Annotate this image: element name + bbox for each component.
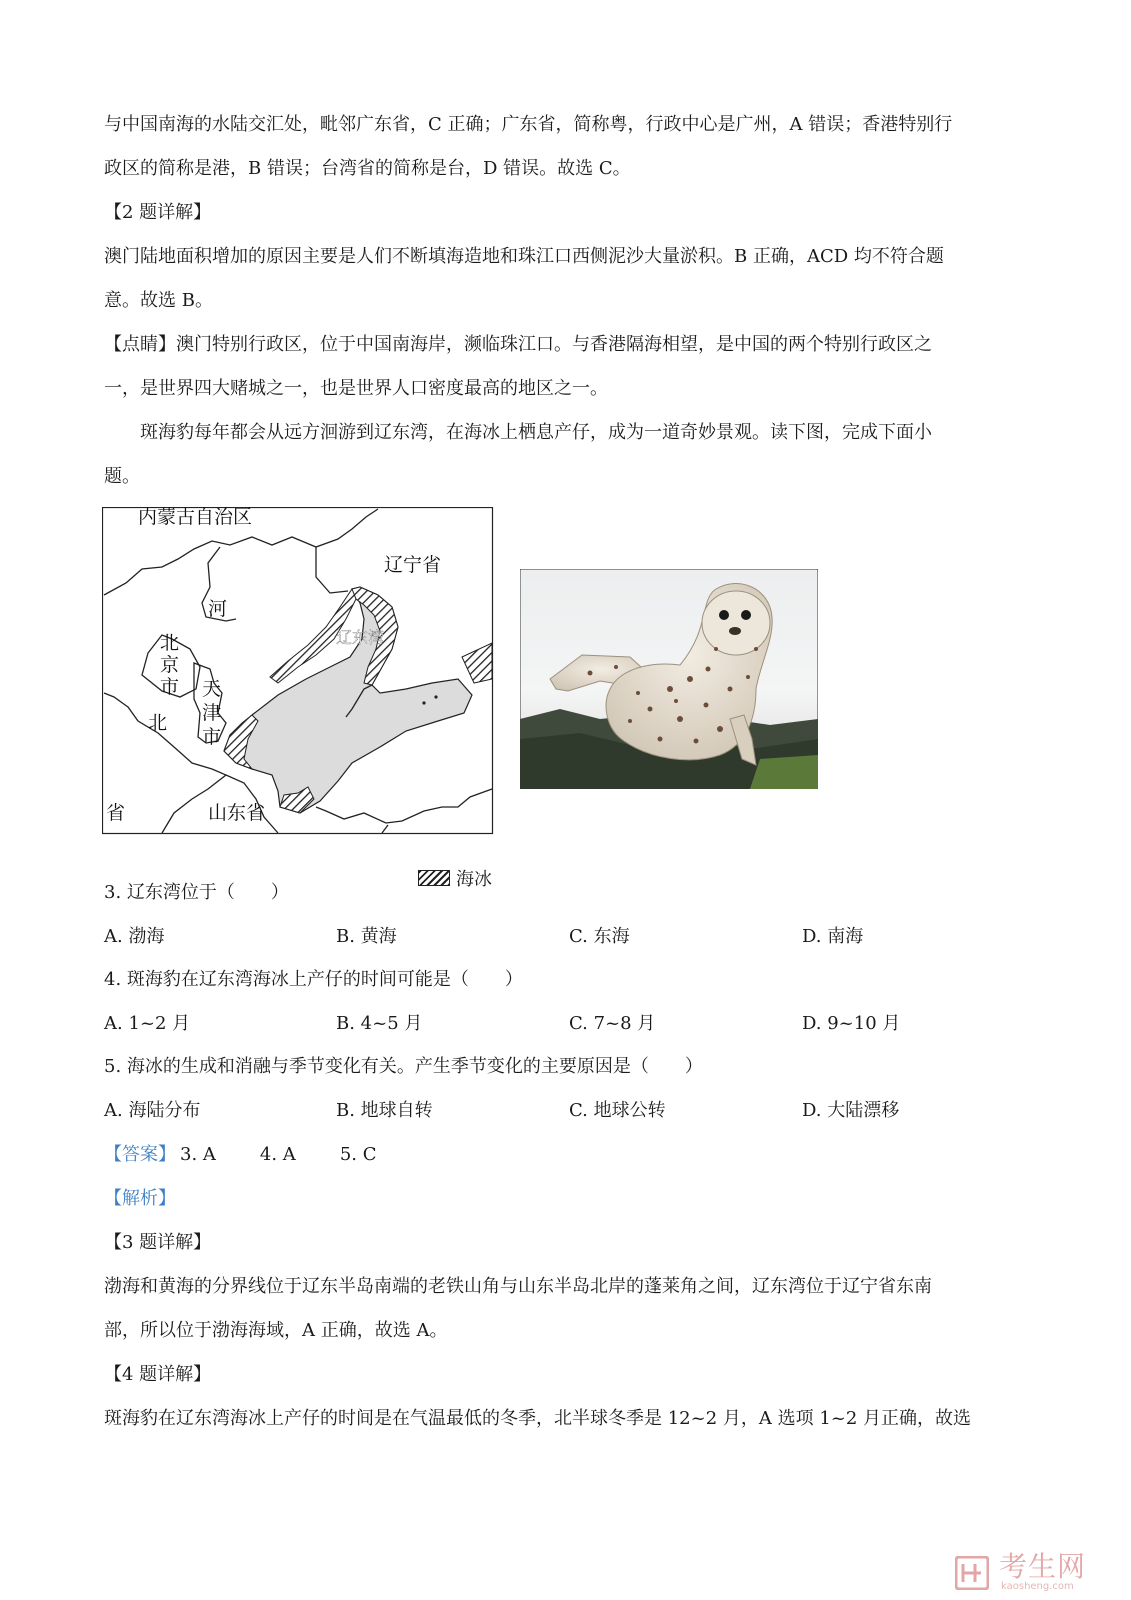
watermark-icon (955, 1556, 989, 1590)
map-legend (418, 868, 492, 892)
label-tianjin-3: 市 (202, 726, 222, 748)
q4-option-d: D. 9~10 月 (802, 1013, 901, 1034)
sea-ice-swatch (418, 870, 450, 886)
question-4-stem: 4. 斑海豹在辽东湾海冰上产仔的时间可能是（ ） (104, 969, 523, 990)
analysis-label: 【解析】 (104, 1188, 176, 1209)
legend-label: 海冰 (456, 869, 492, 890)
answer-value: 3. A (180, 1144, 216, 1165)
paragraph-line: 渤海和黄海的分界线位于辽东半岛南端的老铁山角与山东半岛北岸的蓬莱角之间，辽东湾位于辽宁省东南 (104, 1276, 932, 1297)
label-beijing-2: 京 (160, 654, 180, 676)
answer-line (104, 1143, 376, 1167)
label-shandong: 山东省 (208, 802, 266, 824)
label-liaoning: 辽宁省 (384, 554, 442, 576)
watermark-subtext: kaosheng.com (1001, 1581, 1074, 1592)
q3-option-a: A. 渤海 (104, 926, 165, 947)
q4-option-b: B. 4~5 月 (336, 1013, 423, 1034)
q3-option-c: C. 东海 (569, 926, 630, 947)
q5-option-a: A. 海陆分布 (104, 1100, 201, 1121)
question-3-stem: 3. 辽东湾位于（ ） (104, 882, 289, 903)
label-beijing-3: 市 (160, 676, 180, 698)
paragraph-line: 意。故选 B。 (104, 290, 213, 311)
paragraph-line: 斑海豹在辽东湾海冰上产仔的时间是在气温最低的冬季，北半球冬季是 12~2 月，A 选项 1~2 月正确，故选 (104, 1408, 972, 1429)
answer-label: 【答案】 (104, 1144, 176, 1165)
question-5-stem: 5. 海冰的生成和消融与季节变化有关。产生季节变化的主要原因是（ ） (104, 1056, 703, 1077)
answer-value: 4. A (259, 1144, 296, 1165)
bohai-map (102, 507, 494, 835)
paragraph-line: 部，所以位于渤海海域，A 正确，故选 A。 (104, 1320, 448, 1341)
paragraph-line: 澳门陆地面积增加的原因主要是人们不断填海造地和珠江口西侧泥沙大量淤积。B 正确，ACD 均不符合题 (104, 246, 944, 267)
label-beijing-1: 北 (160, 632, 180, 654)
label-liaodong-bay: 辽东湾 (336, 628, 385, 647)
q4-option-c: C. 7~8 月 (569, 1013, 656, 1034)
q3-option-d: D. 南海 (802, 926, 864, 947)
answer-value: 5. C (339, 1144, 377, 1165)
watermark-logo (955, 1552, 1105, 1592)
paragraph-line: 一，是世界四大赌城之一，也是世界人口密度最高的地区之一。 (104, 378, 608, 399)
q4-option-a: A. 1~2 月 (104, 1013, 191, 1034)
watermark-text: 考生网 (999, 1550, 1087, 1583)
q5-option-c: C. 地球公转 (569, 1100, 666, 1121)
label-inner-mongolia: 内蒙古自治区 (138, 507, 253, 528)
q5-option-b: B. 地球自转 (336, 1100, 433, 1121)
label-tianjin-2: 津 (202, 702, 222, 724)
paragraph-line: 题。 (104, 466, 140, 487)
paragraph-line: 政区的简称是港，B 错误；台湾省的简称是台，D 错误。故选 C。 (104, 158, 631, 179)
q3-option-b: B. 黄海 (336, 926, 397, 947)
label-hebei-bei: 北 (148, 712, 168, 734)
section-heading: 【3 题详解】 (104, 1232, 212, 1253)
section-heading: 【2 题详解】 (104, 202, 212, 223)
tip-paragraph: 【点睛】澳门特别行政区，位于中国南海岸，濒临珠江口。与香港隔海相望，是中国的两个特别行政区之 (104, 334, 932, 355)
intro-paragraph: 斑海豹每年都会从远方洄游到辽东湾，在海冰上栖息产仔，成为一道奇妙景观。读下图，完成下面小 (140, 422, 932, 443)
paragraph-line: 与中国南海的水陆交汇处，毗邻广东省，C 正确；广东省，简称粤，行政中心是广州，A 错误；香港特别行 (104, 114, 953, 135)
label-hebei-he: 河 (208, 598, 228, 620)
seal-photo (520, 569, 818, 789)
q5-option-d: D. 大陆漂移 (802, 1100, 900, 1121)
section-heading: 【4 题详解】 (104, 1364, 212, 1385)
label-hebei-sheng: 省 (106, 802, 126, 824)
label-tianjin-1: 天 (202, 678, 222, 700)
